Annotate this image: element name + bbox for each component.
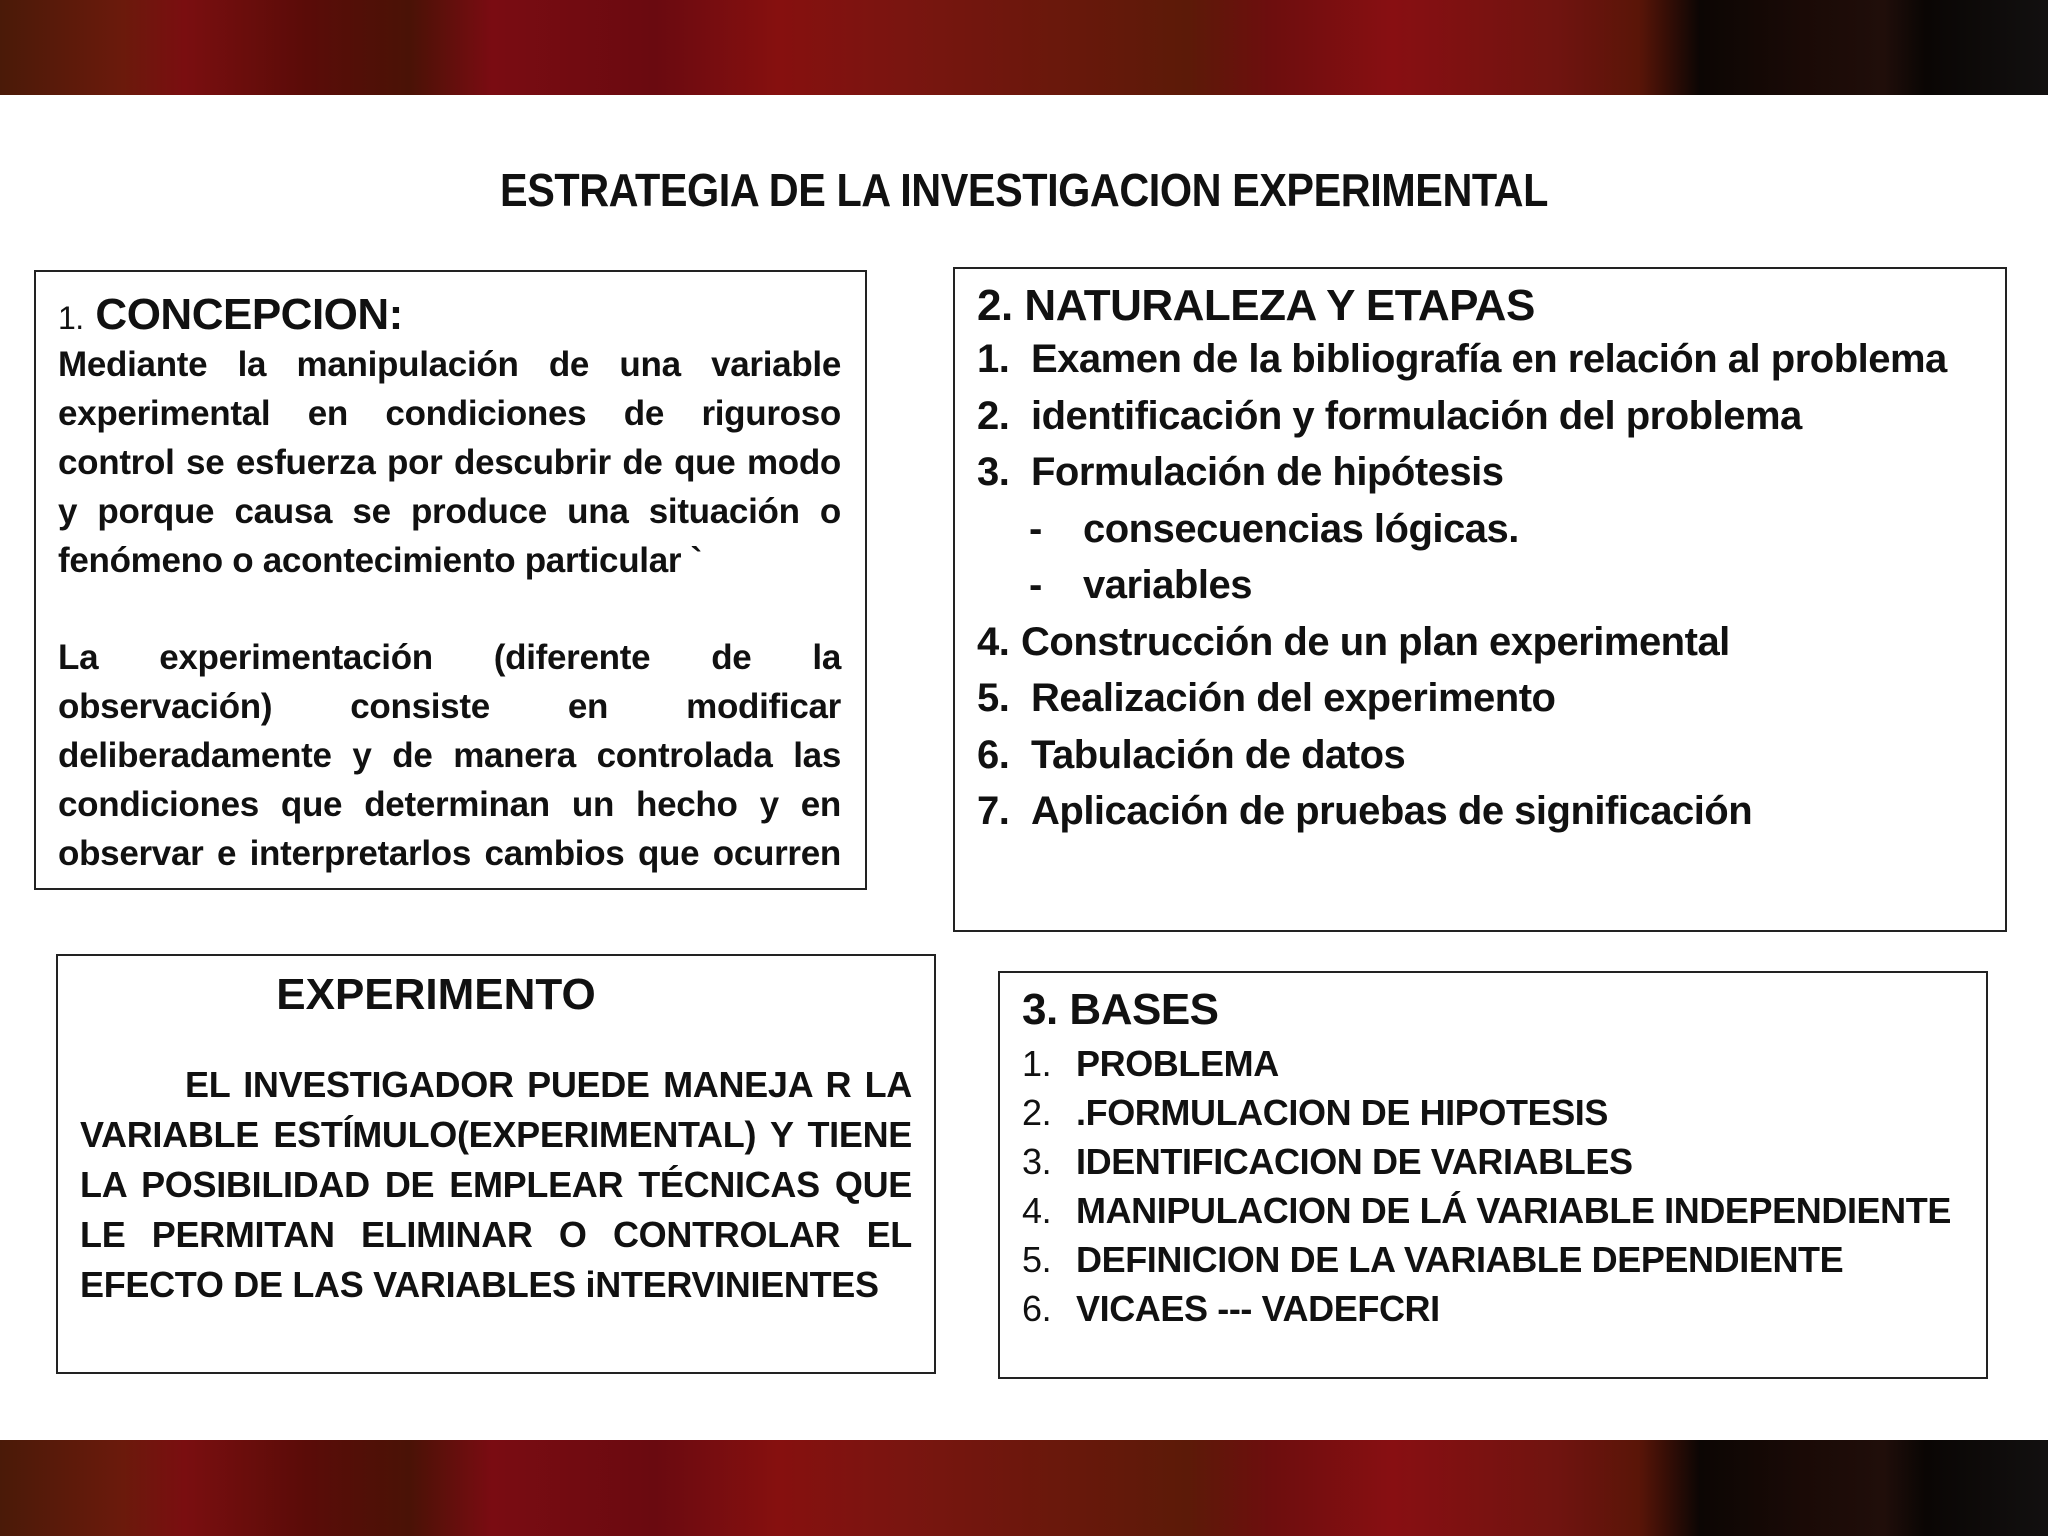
list-item [977, 388, 1985, 445]
item-text: consecuencias lógicas. [1083, 506, 1519, 551]
item-number: 6. [977, 732, 1010, 777]
experimento-box [56, 954, 936, 1374]
item-number: 2. [1022, 1092, 1052, 1133]
item-number: 3. [1022, 1141, 1052, 1182]
list-item [1022, 1137, 1966, 1186]
item-text: DEFINICION DE LA VARIABLE DEPENDIENTE [1076, 1239, 1844, 1280]
item-number: 5. [1022, 1239, 1052, 1280]
list-item [977, 331, 1985, 388]
bases-list [1022, 1039, 1966, 1333]
concepcion-number: 1. [58, 300, 84, 336]
bases-heading: 3. BASES [1022, 985, 1219, 1034]
bottom-decorative-band [0, 1440, 2048, 1536]
item-number: 1. [977, 337, 1010, 381]
list-subitem [977, 501, 1985, 558]
naturaleza-list [977, 331, 1985, 840]
list-item [977, 444, 1985, 501]
item-number: 4. [977, 619, 1010, 664]
item-text: IDENTIFICACION DE VARIABLES [1076, 1141, 1633, 1182]
item-bullet: - [1029, 506, 1042, 551]
list-item [1022, 1186, 1966, 1235]
concepcion-heading [58, 290, 841, 340]
item-number: 7. [977, 789, 1010, 833]
item-text: Aplicación de pruebas de significación [1031, 789, 1753, 833]
list-item [1022, 1039, 1966, 1088]
item-number: 5. [977, 676, 1010, 720]
list-item [977, 614, 1985, 671]
item-text: Tabulación de datos [1031, 732, 1406, 777]
concepcion-box [34, 270, 867, 890]
experimento-text: EL INVESTIGADOR PUEDE MANEJA R LA VARIABLE ESTÍMULO(EXPERIMENTAL) Y TIENE LA POSIBILIDAD DE EMPLEAR TÉCNICAS QUE LE PERMITAN ELIMINAR O CONTROLAR EL EFECTO DE LAS VARIABLES iNTERVINIENTES [80, 1064, 912, 1305]
item-text: Construcción de un plan experimental [1021, 619, 1730, 664]
page-title: ESTRATEGIA DE LA INVESTIGACION EXPERIMENTAL [500, 164, 1548, 216]
naturaleza-heading: 2. NATURALEZA Y ETAPAS [977, 281, 1535, 330]
list-item [1022, 1088, 1966, 1137]
concepcion-paragraph-2: La experimentación (diferente de la observación) consiste en modificar deliberadamente y de manera controlada las condiciones que determinan un hecho y en observar e interpretarlos cambios que ocurren [58, 638, 841, 873]
list-item [977, 783, 1985, 840]
item-text: VICAES --- VADEFCRI [1076, 1288, 1440, 1329]
item-bullet: - [1029, 563, 1042, 607]
bases-box [998, 971, 1988, 1379]
list-item [977, 670, 1985, 727]
item-text: Realización del experimento [1031, 676, 1556, 720]
item-number: 3. [977, 450, 1010, 494]
concepcion-title: CONCEPCION: [95, 290, 403, 339]
experimento-heading: EXPERIMENTO [276, 970, 596, 1019]
list-subitem [977, 557, 1985, 614]
item-text: MANIPULACION DE LÁ VARIABLE INDEPENDIENTE [1076, 1190, 1951, 1231]
item-text: Examen de la bibliografía en relación al problema [1031, 337, 1947, 381]
item-number: 1. [1022, 1043, 1052, 1084]
naturaleza-box [953, 267, 2007, 932]
item-text: Formulación de hipótesis [1031, 450, 1504, 494]
concepcion-paragraph-1: Mediante la manipulación de una variable experimental en condiciones de riguroso control se esfuerza por descubrir de que modo y porque causa se produce una situación o fenómeno o acontecimiento particular ` [58, 345, 841, 580]
item-text: variables [1083, 563, 1252, 607]
top-decorative-band [0, 0, 2048, 95]
list-item [1022, 1284, 1966, 1333]
list-item [977, 727, 1985, 784]
item-text: PROBLEMA [1076, 1043, 1279, 1084]
item-number: 2. [977, 393, 1010, 438]
item-text: identificación y formulación del problema [1031, 393, 1802, 438]
item-number: 4. [1022, 1190, 1052, 1231]
item-number: 6. [1022, 1288, 1052, 1329]
list-item [1022, 1235, 1966, 1284]
item-text: .FORMULACION DE HIPOTESIS [1076, 1092, 1609, 1133]
